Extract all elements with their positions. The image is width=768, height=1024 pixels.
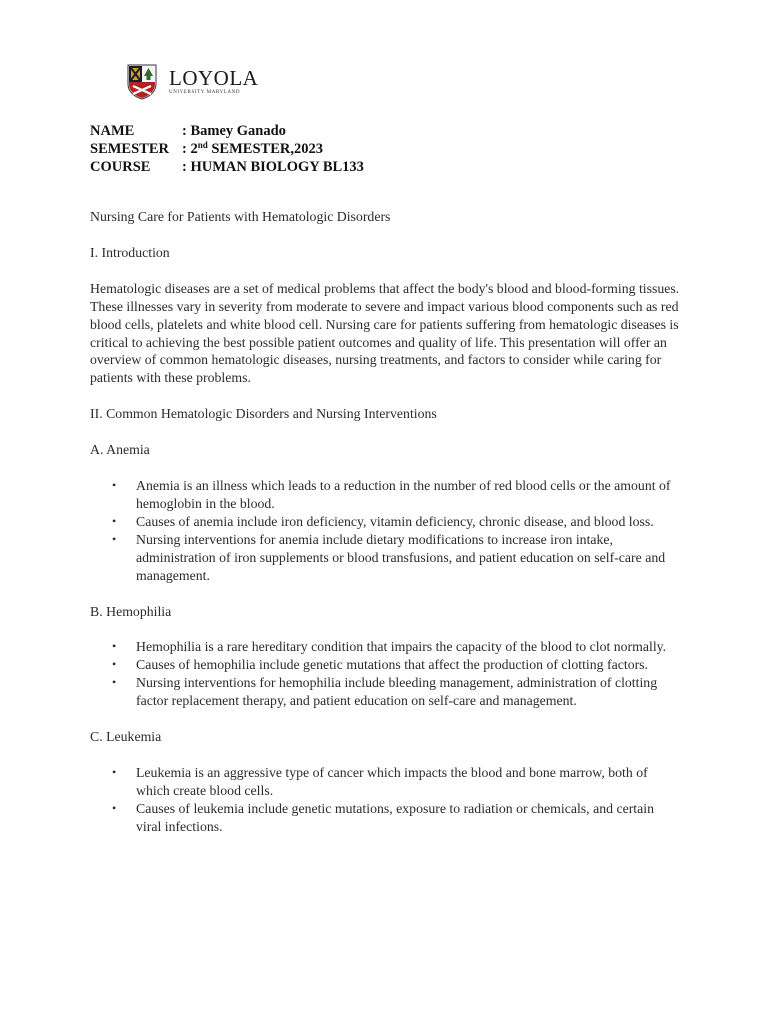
list-item: • Causes of anemia include iron deficiency, vitamin deficiency, chronic disease, and blood loss. [136,513,680,531]
course-row [90,158,364,176]
hemophilia-list [90,638,680,710]
semester-label: SEMESTER [90,141,169,157]
intro-heading: I. Introduction [90,244,170,260]
name-row [90,122,364,140]
course-value: : HUMAN BIOLOGY BL133 [182,159,364,175]
intro-paragraph: Hematologic diseases are a set of medical problems that affect the body's blood and blood-forming tissues. These illnesses vary in severity from moderate to severe and impact various blood components such as red blood cells, platelets and white blood cell. Nursing care for patients suffering from hematologic diseases is critical to achieving the best possible patient outcomes and quality of life. This presentation will offer an overview of common hematologic diseases, nursing treatments, and factors to consider while caring for patients with these problems. [90,280,680,386]
semester-value-prefix: : 2 [182,141,198,157]
leukemia-heading: C. Leukemia [90,729,162,745]
list-item: • Nursing interventions for hemophilia include bleeding management, administration of clotting factor replacement therapy, and patient education on self-care and management. [136,674,680,710]
name-label: NAME [90,123,135,139]
course-label: COURSE [90,159,151,175]
student-info [90,122,364,176]
list-item: • Leukemia is an aggressive type of cancer which impacts the blood and bone marrow, both of which create blood cells. [136,764,680,800]
name-value: : Bamey Ganado [182,123,286,139]
university-logo [127,64,258,100]
logo-subtitle: UNIVERSITY MARYLAND [169,90,241,95]
list-item: • Causes of leukemia include genetic mutations, exposure to radiation or chemicals, and certain viral infections. [136,800,680,836]
semester-value-suffix: SEMESTER,2023 [207,141,323,157]
anemia-heading: A. Anemia [90,442,150,458]
logo-wordmark: LOYOLA [169,66,259,90]
list-item: • Hemophilia is a rare hereditary condition that impairs the capacity of the blood to clot normally. [136,638,680,656]
document-title: Nursing Care for Patients with Hematologic Disorders [90,209,391,224]
anemia-list [90,477,680,584]
leukemia-list [90,764,680,836]
semester-ordinal: nd [197,140,208,150]
semester-row [90,140,364,158]
list-item: • Nursing interventions for anemia include dietary modifications to increase iron intake, administration of iron supplements or blood transfusions, and patient education on self-care and management. [136,531,680,585]
list-item: • Causes of hemophilia include genetic mutations that affect the production of clotting factors. [136,656,680,674]
list-item: • Anemia is an illness which leads to a reduction in the number of red blood cells or the amount of hemoglobin in the blood. [136,477,680,513]
crest-icon [127,64,157,100]
hemophilia-heading: B. Hemophilia [90,603,172,619]
section-2-heading: II. Common Hematologic Disorders and Nursing Interventions [90,406,437,422]
document-body [90,208,680,854]
